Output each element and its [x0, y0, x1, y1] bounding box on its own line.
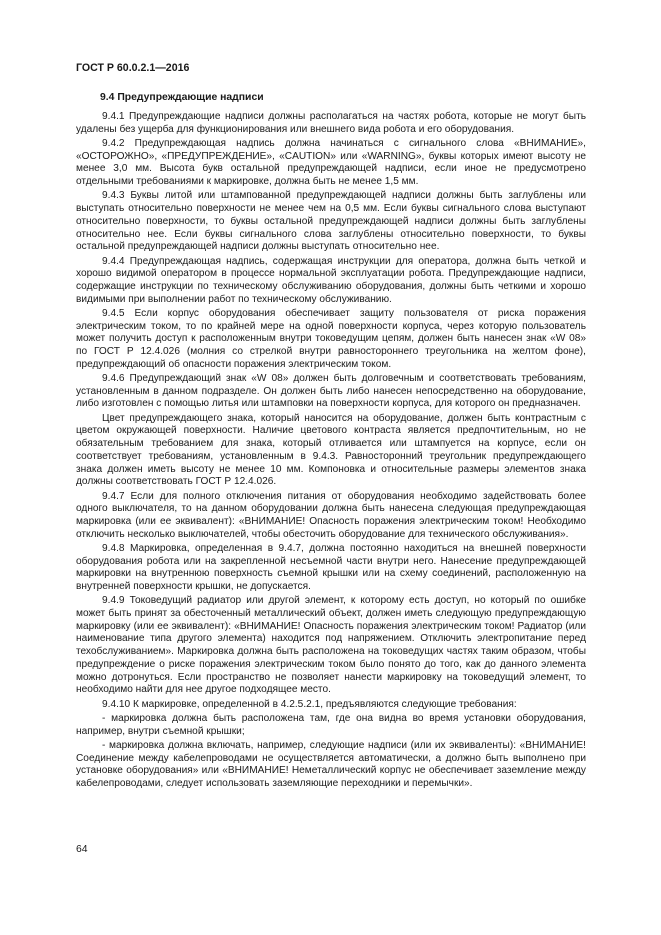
paragraph-9-4-5: 9.4.5 Если корпус оборудования обеспечивает защиту пользователя от риска поражения электрическим током, то по крайней мере на одной поверхности корпуса, через которую пользователь может получить доступ к расположенным внутри токоведущим цепям, должен быть нанесен знак «W 08» по ГОСТ Р 12.4.026 (молния со стрелкой внутри равностороннего треугольника на желтом фоне), предупреждающий об опасности поражения электрическим током.: [76, 307, 586, 370]
paragraph-9-4-9: 9.4.9 Токоведущий радиатор или другой элемент, к которому есть доступ, но который по ошибке может быть принят за обесточенный металлический объект, должен иметь следующую предупреждающую маркировку (или ее эквивалент): «ВНИМАНИЕ! Опасность поражения электрическим током! Радиатор (или наименование типа другого элемента) находится под напряжением. Отключить электропитание перед техобслуживанием». Маркировка должна быть расположена на токоведущих частях таким образом, чтобы предупреждение о риске поражения электрическим током было понято до того, как до данного элемента можно дотронуться. Если пространство не позволяет нанести маркировку на токоведущий элемент, то необходимо найти для нее другое подходящее место.: [76, 595, 586, 696]
paragraph-9-4-8: 9.4.8 Маркировка, определенная в 9.4.7, должна постоянно находиться на внешней поверхности оборудования робота или на закрепленной несъемной части внутри него. Нанесение предупреждающей маркировки на внутреннюю поверхность съемной крышки или на схему соединений, расположенную на внутренней поверхности крышки, не допускается.: [76, 542, 586, 593]
section-body: [76, 111, 586, 792]
paragraph-9-4-2: 9.4.2 Предупреждающая надпись должна начинаться с сигнального слова «ВНИМАНИЕ», «ОСТОРОЖНО», «ПРЕДУПРЕЖДЕНИЕ», «CAUTION» или «WARNING», буквы которых имеют высоту не менее 3,0 мм. Высота букв остальной предупреждающей надписи, если иное не предусмотрено отдельными требованиями к маркировке, должна быть не менее 1,5 мм.: [76, 138, 586, 188]
paragraph-sign-color: Цвет предупреждающего знака, который наносится на оборудование, должен быть контрастным с цветом окружающей поверхности. Наличие цветового контраста является предпочтительным, но не обязательным требованием для знака, который отливается или штампуется на корпусе, если он соответствует требованиям, установленным в 9.4.3. Равносторонний треугольник предупреждающего знака должен иметь высоту не менее 10 мм. Компоновка и относительные размеры элементов знака должны соответствовать ГОСТ Р 12.4.026.: [76, 412, 586, 488]
paragraph-9-4-3: 9.4.3 Буквы литой или штампованной предупреждающей надписи должны быть заглублены или выступать относительно поверхности не менее чем на 0,5 мм. Если буквы сигнального слова выступают относительно поверхности, то буквы остальной предупреждающей надписи должны быть заглублены относительно нее. Если буквы сигнального слова заглублены относительно поверхности, то буквы остальной предупреждающей надписи должны выступать относительно нее.: [76, 190, 586, 253]
section-title: 9.4 Предупреждающие надписи: [100, 92, 264, 103]
list-item: - маркировка должна включать, например, следующие надписи (или их эквиваленты): «ВНИМАНИЕ! Соединение между кабелепроводами не осуществляется автоматически, а должно быть выполнено при установке оборудования» или «ВНИМАНИЕ! Неметаллический корпус не обеспечивает заземление между кабелепроводами, следует использовать заземляющие переходники и перемычки».: [76, 739, 586, 789]
list-item: - маркировка должна быть расположена там, где она видна во время установки оборудования, например, внутри съемной крышки;: [76, 712, 586, 737]
paragraph-9-4-1: 9.4.1 Предупреждающие надписи должны располагаться на частях робота, которые не могут быть удалены без ущерба для функционирования или внешнего вида робота и его оборудования.: [76, 111, 586, 135]
paragraph-9-4-4: 9.4.4 Предупреждающая надпись, содержащая инструкции для оператора, должна быть четкой и хорошо видимой оператором в процессе нормальной эксплуатации робота. Предупреждающие надписи, содержащие инструкции по техническому обслуживанию оборудования, должны быть четкими и хорошо видимыми при выполнении работ по техническому обслуживанию.: [76, 255, 586, 305]
standard-header: ГОСТ Р 60.0.2.1—2016: [76, 62, 190, 74]
page-number: 64: [76, 844, 88, 855]
paragraph-9-4-7: 9.4.7 Если для полного отключения питания от оборудования необходимо задействовать более одного выключателя, то на данном оборудовании должна быть нанесена следующая предупреждающая маркировка (или ее эквивалент): «ВНИМАНИЕ! Опасность поражения электрическим током! Необходимо отключить несколько выключателей, чтобы обесточить оборудование для технического обслуживания».: [76, 490, 586, 540]
paragraph-9-4-6: 9.4.6 Предупреждающий знак «W 08» должен быть долговечным и соответствовать требованиям, установленным в данном подразделе. Он должен быть либо нанесен непосредственно на оборудование, либо изготовлен с помощью литья или штамповки на поверхности корпуса, для которого он предназначен.: [76, 373, 586, 410]
paragraph-9-4-10: 9.4.10 К маркировке, определенной в 4.2.5.2.1, предъявляются следующие требования:: [102, 698, 517, 710]
